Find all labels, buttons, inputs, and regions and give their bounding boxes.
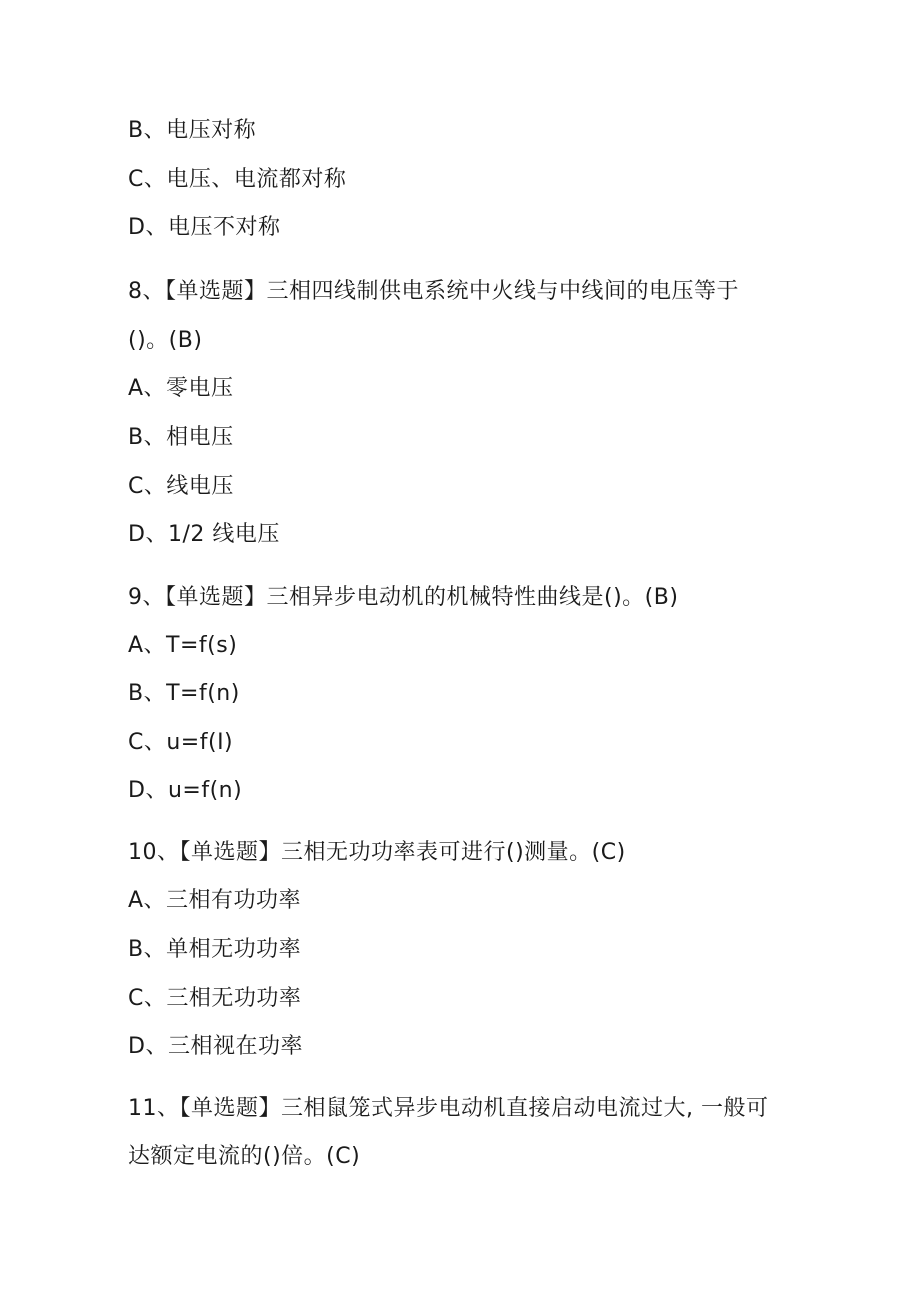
q9-option-b: B、T=f(n) (128, 681, 240, 706)
q10-option-c: C、三相无功功率 (128, 986, 302, 1011)
q8-question: 8、【单选题】三相四线制供电系统中火线与中线间的电压等于 (128, 279, 739, 304)
q7-option-d: D、电压不对称 (128, 215, 281, 240)
q11-question-cont: 达额定电流的()倍。(C) (128, 1144, 361, 1169)
q10-question: 10、【单选题】三相无功功率表可进行()测量。(C) (128, 840, 626, 865)
q8-option-a: A、零电压 (128, 376, 234, 401)
q11-question: 11、【单选题】三相鼠笼式异步电动机直接启动电流过大, 一般可 (128, 1096, 769, 1121)
q7-option-b: B、电压对称 (128, 118, 257, 143)
q7-option-c: C、电压、电流都对称 (128, 167, 347, 192)
q10-option-b: B、单相无功功率 (128, 937, 302, 962)
q8-option-d: D、1/2 线电压 (128, 522, 280, 547)
q8-option-b: B、相电压 (128, 425, 234, 450)
q9-option-d: D、u=f(n) (128, 778, 243, 803)
q8-option-c: C、线电压 (128, 474, 234, 499)
q9-question: 9、【单选题】三相异步电动机的机械特性曲线是()。(B) (128, 585, 679, 610)
q9-option-c: C、u=f(I) (128, 730, 234, 755)
q10-option-d: D、三相视在功率 (128, 1034, 303, 1059)
q9-option-a: A、T=f(s) (128, 633, 238, 658)
q10-option-a: A、三相有功功率 (128, 888, 302, 913)
q8-question-cont: ()。(B) (128, 328, 203, 353)
